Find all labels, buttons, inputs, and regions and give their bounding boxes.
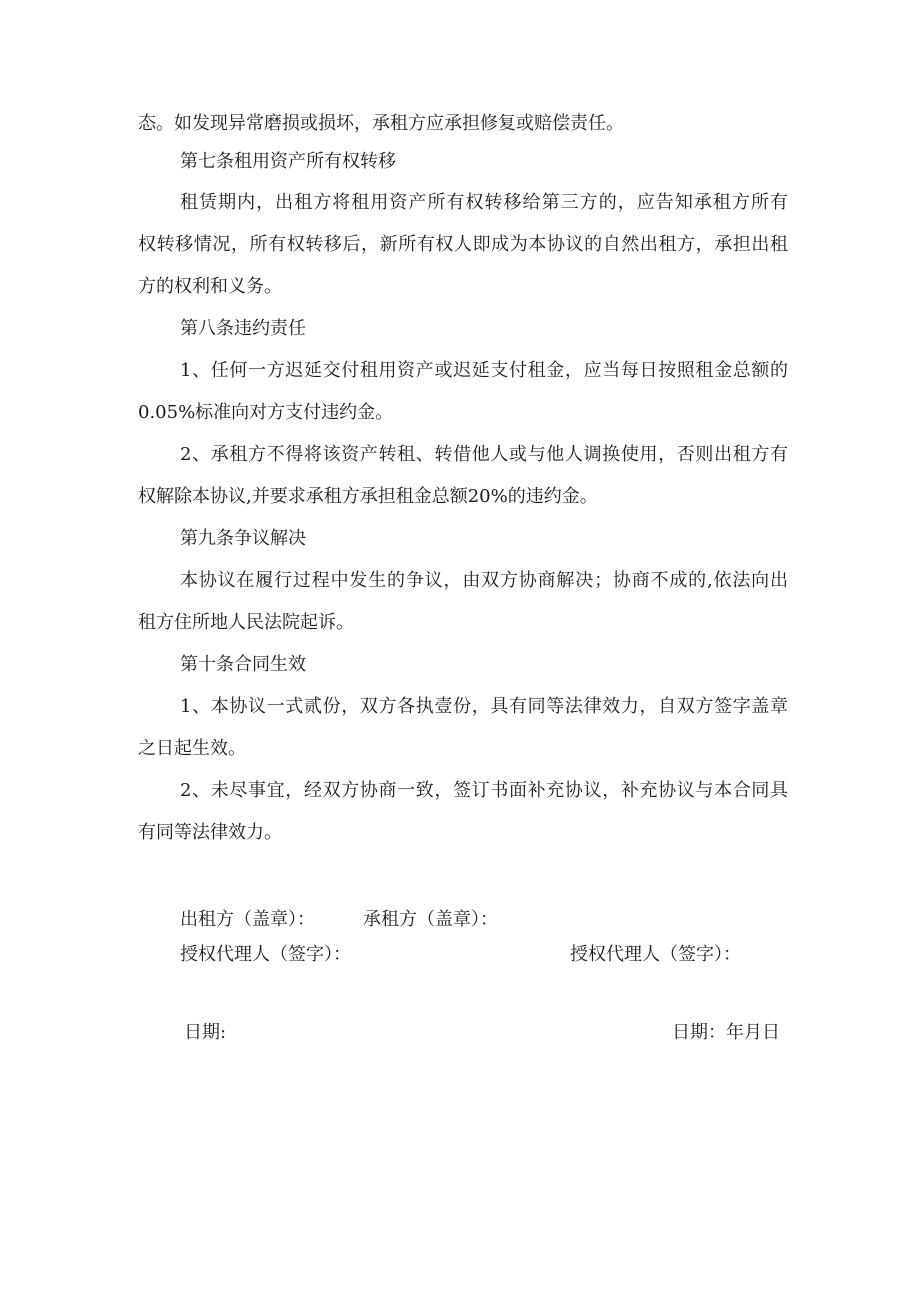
article-10-item-2-line-1: 2、未尽事宜，经双方协商一致，签订书面补充协议，补充协议与本合同具 — [180, 780, 788, 801]
lessee-date-label: 日期：年月日 — [672, 1022, 780, 1043]
article-10-item-1-line-1: 1、本协议一式贰份，双方各执壹份，具有同等法律效力，自双方签字盖章 — [180, 696, 788, 717]
clause-6-continuation: 态。如发现异常磨损或损坏，承租方应承担修复或赔偿责任。 — [138, 113, 624, 134]
article-8-item-1-line-1: 1、任何一方迟延交付租用资产或迟延支付租金，应当每日按照租金总额的 — [180, 360, 788, 381]
lessee-seal-label: 承租方（盖章）： — [363, 909, 498, 930]
article-7-paragraph-line-1: 租赁期内，出租方将租用资产所有权转移给第三方的，应告知承租方所有 — [180, 192, 788, 213]
article-9-paragraph-line-1: 本协议在履行过程中发生的争议，由双方协商解决；协商不成的,依法向出 — [180, 570, 788, 591]
article-8-item-2-line-1: 2、承租方不得将该资产转租、转借他人或与他人调换使用，否则出租方有 — [180, 444, 788, 465]
article-7-paragraph-line-3: 方的权利和义务。 — [138, 276, 282, 297]
article-9-paragraph-line-2: 租方住所地人民法院起诉。 — [138, 612, 354, 633]
lessor-agent-signature-label: 授权代理人（签字）： — [180, 944, 351, 965]
article-10-item-2-line-2: 有同等法律效力。 — [138, 822, 282, 843]
article-10-item-1-line-2: 之日起生效。 — [138, 738, 246, 759]
article-8-item-1-line-2: 0.05%标准向对方支付违约金。 — [138, 402, 394, 423]
article-10-heading: 第十条合同生效 — [180, 654, 306, 675]
article-9-heading: 第九条争议解决 — [180, 528, 306, 549]
article-8-heading: 第八条违约责任 — [180, 318, 306, 339]
lessor-date-label: 日期: — [184, 1022, 227, 1043]
lessee-agent-signature-label: 授权代理人（签字）： — [570, 944, 741, 965]
article-8-item-2-line-2: 权解除本协议,并要求承租方承担租金总额20%的违约金。 — [138, 486, 598, 507]
article-7-heading: 第七条租用资产所有权转移 — [180, 151, 396, 172]
lessor-seal-label: 出租方（盖章）： — [180, 909, 315, 930]
article-7-paragraph-line-2: 权转移情况，所有权转移后，新所有权人即成为本协议的自然出租方，承担出租 — [138, 234, 788, 255]
